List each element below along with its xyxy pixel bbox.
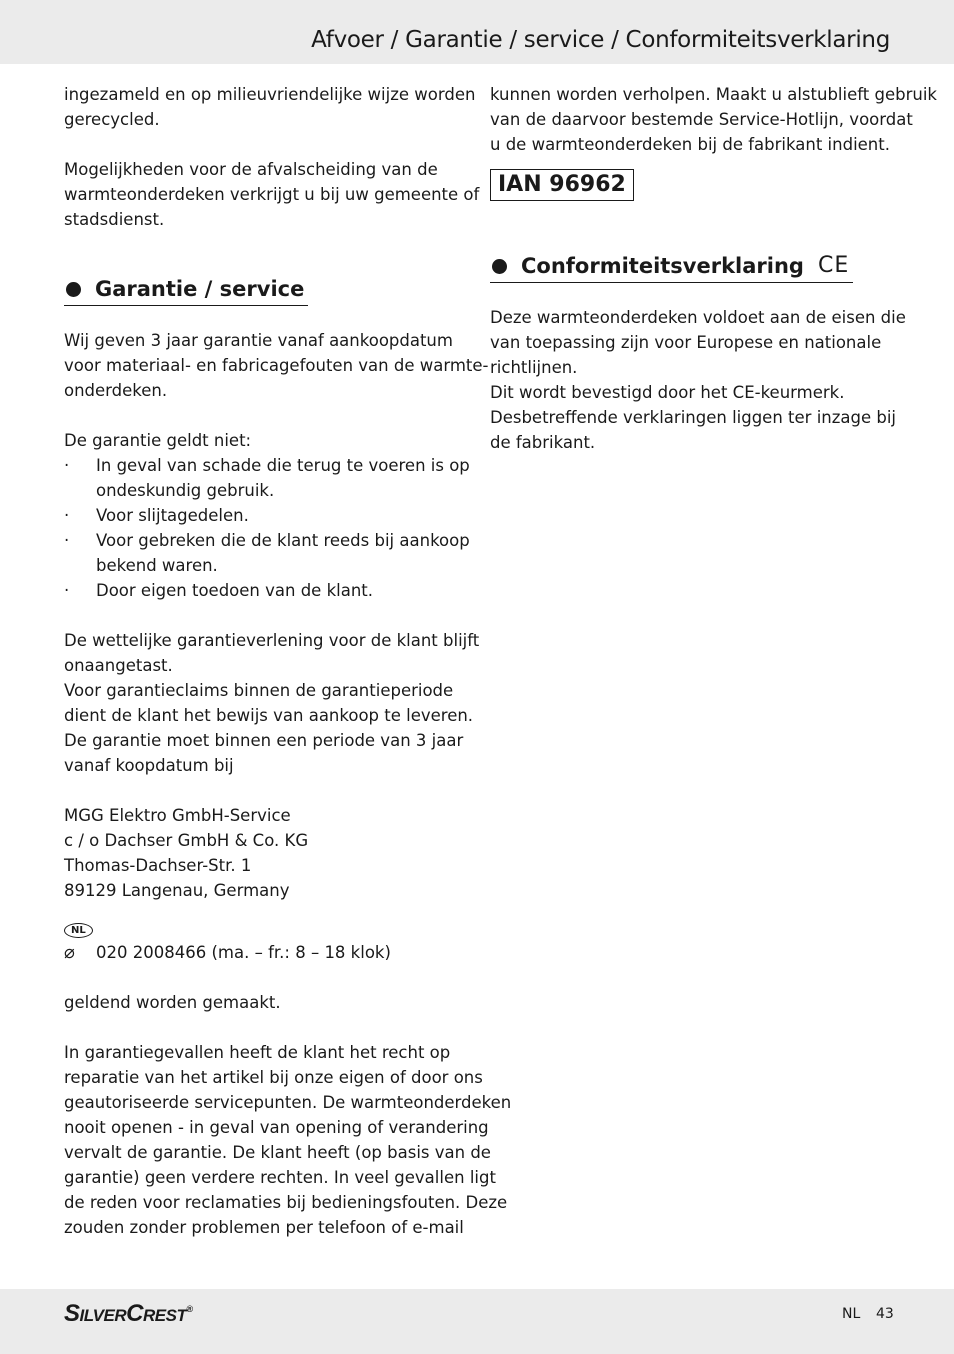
conformity-paragraph — [490, 305, 906, 455]
text-line: De garantie moet binnen een periode van 3 jaar — [64, 731, 464, 750]
ian-box: IAN 96962 — [490, 169, 634, 201]
warranty-paragraph — [64, 328, 489, 403]
text-line: ingezameld en op milieuvriendelijke wijze worden — [64, 85, 476, 104]
conformity-heading-text: Conformiteitsverklaring — [521, 254, 804, 278]
text-line: reparatie van het artikel bij onze eigen of door ons — [64, 1068, 483, 1087]
intro-paragraph — [64, 82, 476, 132]
legal-paragraph — [64, 628, 480, 778]
address-line: c / o Dachser GmbH & Co. KG — [64, 831, 309, 850]
text-line: u de warmteonderdeken bij de fabrikant indient. — [490, 135, 890, 154]
text-line: vervalt de garantie. De klant heeft (op basis van de — [64, 1143, 491, 1162]
text-line: garantie) geen verdere rechten. In veel gevallen ligt — [64, 1168, 496, 1187]
text-line: ondeskundig gebruik. — [96, 481, 275, 500]
text-line: nooit openen - in geval van opening of verandering — [64, 1118, 489, 1137]
text-line: De wettelijke garantieverlening voor de klant blijft — [64, 631, 480, 650]
continuation-paragraph — [490, 82, 937, 157]
exclusions-list — [64, 453, 469, 603]
page-title: Afvoer / Garantie / service / Conformiteitsverklaring — [311, 27, 890, 53]
repair-paragraph — [64, 1040, 512, 1240]
text-line: Door eigen toedoen van de klant. — [96, 581, 373, 600]
list-item — [64, 453, 469, 503]
text-line: Voor garantieclaims binnen de garantieperiode — [64, 681, 454, 700]
phone-number: 020 2008466 (ma. – fr.: 8 – 18 klok) — [96, 943, 391, 962]
text-line: dient de klant het bewijs van aankoop te leveren. — [64, 706, 474, 725]
text-line: Wij geven 3 jaar garantie vanaf aankoopdatum — [64, 331, 453, 350]
list-marker: · — [64, 581, 70, 600]
service-phone — [64, 940, 469, 965]
text-line: van de daarvoor bestemde Service-Hotlijn, voordat — [490, 110, 913, 129]
text-line: onderdeken. — [64, 381, 168, 400]
list-item — [64, 528, 469, 578]
left-column — [64, 82, 512, 1240]
ce-mark-icon: CE — [817, 253, 850, 278]
brand-logo: SILVERCREST® — [64, 1300, 193, 1327]
country-badge: NL — [64, 923, 93, 938]
address-line: 89129 Langenau, Germany — [64, 881, 290, 900]
address-line: MGG Elektro GmbH-Service — [64, 806, 291, 825]
exclusions-title: De garantie geldt niet: — [64, 431, 252, 450]
text-line: Desbetreffende verklaringen liggen ter inzage bij — [490, 408, 897, 427]
text-line: voor materiaal- en fabricagefouten van de warmte- — [64, 356, 489, 375]
page-number: 43 — [876, 1306, 894, 1322]
text-line: onaangetast. — [64, 656, 173, 675]
text-line: Voor gebreken die de klant reeds bij aankoop — [96, 531, 470, 550]
text-line: gerecycled. — [64, 110, 160, 129]
list-marker: · — [64, 506, 70, 525]
text-line: Voor slijtagedelen. — [96, 506, 249, 525]
bullet-dot-icon — [66, 282, 81, 297]
text-line: Dit wordt bevestigd door het CE-keurmerk. — [490, 383, 845, 402]
text-line: warmteonderdeken verkrijgt u bij uw gemeente of — [64, 185, 480, 204]
footer-language: NL — [842, 1306, 861, 1322]
text-line: In geval van schade die terug te voeren is op — [96, 456, 470, 475]
text-line: vanaf koopdatum bij — [64, 756, 234, 775]
conformity-heading — [490, 253, 853, 283]
text-line: zouden zonder problemen per telefoon of e-mail — [64, 1218, 464, 1237]
warranty-heading — [64, 276, 308, 306]
text-line: de reden voor reclamaties bij bedieningsfouten. Deze — [64, 1193, 508, 1212]
text-line: kunnen worden verholpen. Maakt u alstublieft gebruik — [490, 85, 937, 104]
disposal-paragraph — [64, 157, 480, 232]
text-line: de fabrikant. — [490, 433, 596, 452]
text-line: In garantiegevallen heeft de klant het recht op — [64, 1043, 451, 1062]
text-line: richtlijnen. — [490, 358, 578, 377]
list-item — [64, 503, 469, 528]
list-marker: · — [64, 456, 70, 475]
text-line: van toepassing zijn voor Europese en nationale — [490, 333, 882, 352]
text-line: Mogelijkheden voor de afvalscheiding van de — [64, 160, 438, 179]
list-marker: · — [64, 531, 70, 550]
text-line: bekend waren. — [96, 556, 218, 575]
address-line: Thomas-Dachser-Str. 1 — [64, 856, 252, 875]
warranty-heading-text: Garantie / service — [95, 277, 305, 301]
right-column — [490, 82, 937, 455]
text-line: Deze warmteonderdeken voldoet aan de eisen die — [490, 308, 906, 327]
after-phone-text: geldend worden gemaakt. — [64, 993, 281, 1012]
service-address — [64, 803, 469, 903]
bullet-dot-icon — [492, 259, 507, 274]
header-band — [0, 0, 954, 64]
phone-icon: ⌀ — [64, 942, 75, 963]
list-item — [64, 578, 469, 603]
text-line: geautoriseerde servicepunten. De warmteonderdeken — [64, 1093, 512, 1112]
text-line: stadsdienst. — [64, 210, 165, 229]
